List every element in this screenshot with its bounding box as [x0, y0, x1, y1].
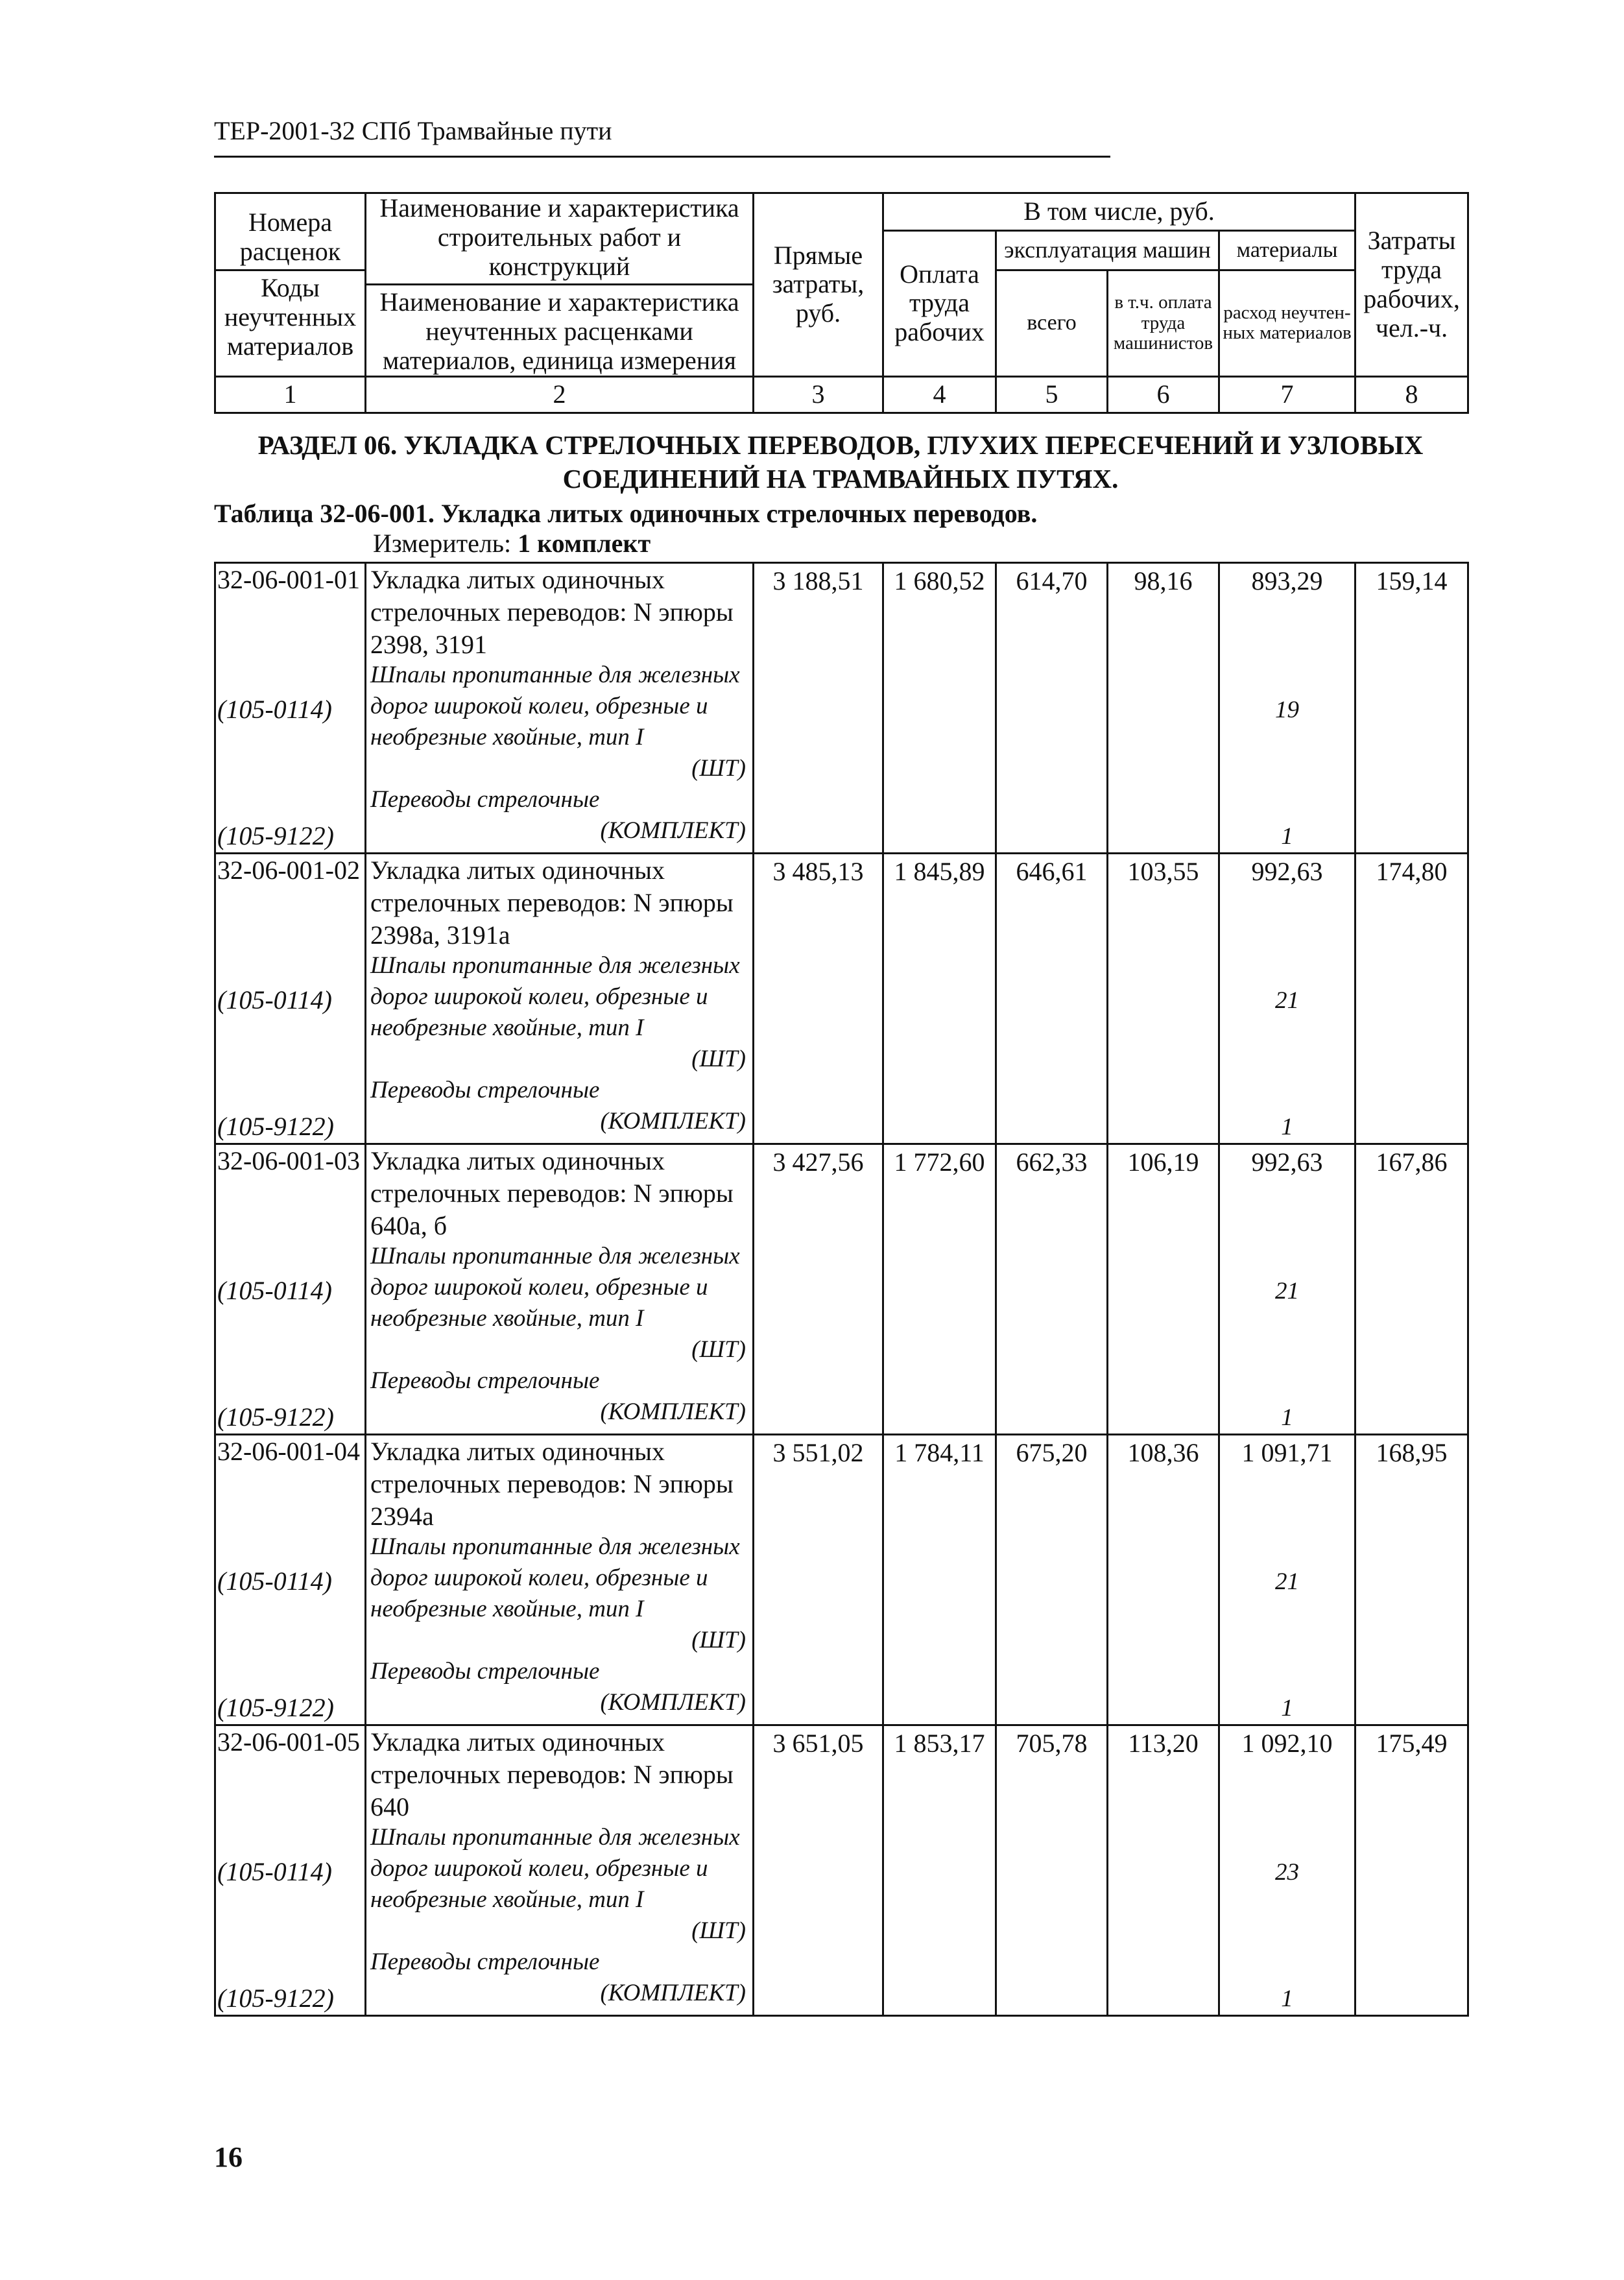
resource-quantity: 1	[1281, 1404, 1293, 1431]
resource-code: (105-0114)	[217, 985, 332, 1014]
resource-code: (105-0114)	[217, 1857, 332, 1886]
resource-name: Переводы стрелочные	[370, 786, 600, 813]
row-codes	[215, 563, 366, 854]
material-cost: 992,63	[1251, 857, 1323, 886]
machine-labor-cost: 108,36	[1108, 1435, 1219, 1725]
header-number-3: 3	[754, 376, 883, 413]
column-header-table	[214, 192, 1469, 414]
meter-value: 1 комплект	[518, 529, 651, 558]
resource-unit: (КОМПЛЕКТ)	[600, 817, 746, 844]
resource-code: (105-0114)	[217, 1566, 332, 1596]
header-col1-bottom: Коды неучтенных материалов	[216, 269, 364, 361]
resource-unit: (КОМПЛЕКТ)	[600, 1689, 746, 1716]
header-machines: эксплуатация машин	[996, 231, 1219, 270]
header-col1-top: Номера расценок	[239, 208, 341, 267]
row-names	[366, 1144, 754, 1435]
meter-label: Измеритель:	[373, 529, 518, 558]
header-number-1: 1	[215, 376, 366, 413]
resource-quantity: 21	[1275, 1278, 1299, 1304]
resource-code: (105-9122)	[217, 1693, 334, 1722]
row-names	[366, 854, 754, 1144]
materials-cell	[1219, 1725, 1355, 2016]
header-group: В том числе, руб.	[883, 193, 1355, 231]
header-col6: в т.ч. оплата труда машинистов	[1108, 270, 1219, 376]
material-cost: 1 092,10	[1241, 1729, 1333, 1758]
resource-name: Шпалы пропитанные для железных дорог широкой колеи, обрезные и необрезные хвойные, тип I	[370, 1243, 740, 1332]
table-row	[215, 854, 1468, 1144]
labor-cost: 1 772,60	[883, 1144, 996, 1435]
rates-table	[214, 562, 1469, 2017]
row-names	[366, 563, 754, 854]
machine-labor-cost: 106,19	[1108, 1144, 1219, 1435]
resource-name: Переводы стрелочные	[370, 1367, 600, 1394]
table-row	[215, 1144, 1468, 1435]
header-col2	[366, 193, 754, 377]
running-head: ТЕР-2001-32 СПб Трамвайные пути	[214, 116, 612, 145]
resource-name: Шпалы пропитанные для железных дорог широкой колеи, обрезные и необрезные хвойные, тип I	[370, 1824, 740, 1913]
rate-code: 32-06-001-01	[217, 565, 360, 594]
material-cost: 992,63	[1251, 1147, 1323, 1177]
labor-hours: 175,49	[1355, 1725, 1468, 2016]
header-col1	[215, 193, 366, 377]
row-codes	[215, 854, 366, 1144]
header-materials: материалы	[1219, 231, 1355, 270]
labor-cost: 1 853,17	[883, 1725, 996, 2016]
machine-cost: 705,78	[996, 1725, 1108, 2016]
header-col2-bottom: Наименование и характеристика неучтенных расценками материалов, единица измерения	[366, 283, 752, 375]
table-row	[215, 1435, 1468, 1725]
labor-hours: 174,80	[1355, 854, 1468, 1144]
labor-hours: 159,14	[1355, 563, 1468, 854]
row-names	[366, 1435, 754, 1725]
resource-unit: (ШТ)	[691, 755, 746, 782]
header-col3: Прямые затраты, руб.	[754, 193, 883, 377]
resource-quantity: 23	[1275, 1859, 1299, 1886]
machine-cost: 662,33	[996, 1144, 1108, 1435]
resource-unit: (ШТ)	[691, 1336, 746, 1363]
resource-unit: (ШТ)	[691, 1046, 746, 1072]
rate-name: Укладка литых одиночных стрелочных переводов: N эпюры 640а, б	[370, 1146, 734, 1240]
rate-name: Укладка литых одиночных стрелочных переводов: N эпюры 2398а, 3191а	[370, 856, 734, 950]
resource-quantity: 1	[1281, 823, 1293, 850]
rate-name: Укладка литых одиночных стрелочных переводов: N эпюры 2398, 3191	[370, 565, 734, 659]
resource-code: (105-9122)	[217, 1984, 334, 2013]
section-title-line1: РАЗДЕЛ 06. УКЛАДКА СТРЕЛОЧНЫХ ПЕРЕВОДОВ, ГЛУХИХ ПЕРЕСЕЧЕНИЙ И УЗЛОВЫХ	[257, 430, 1424, 460]
resource-name: Шпалы пропитанные для железных дорог широкой колеи, обрезные и необрезные хвойные, тип I	[370, 952, 740, 1041]
machine-labor-cost: 98,16	[1108, 563, 1219, 854]
header-col7: расход неучтен-ных материалов	[1219, 270, 1355, 376]
header-number-7: 7	[1219, 376, 1355, 413]
resource-unit: (ШТ)	[691, 1917, 746, 1944]
materials-cell	[1219, 1435, 1355, 1725]
labor-cost: 1 680,52	[883, 563, 996, 854]
page-number: 16	[214, 2141, 243, 2173]
resource-quantity: 21	[1275, 987, 1299, 1014]
resource-quantity: 1	[1281, 1114, 1293, 1140]
materials-cell	[1219, 563, 1355, 854]
table-row	[215, 1725, 1468, 2016]
resource-name: Переводы стрелочные	[370, 1949, 600, 1975]
rate-name: Укладка литых одиночных стрелочных переводов: N эпюры 640	[370, 1727, 734, 1821]
resource-quantity: 19	[1275, 697, 1299, 723]
resource-code: (105-0114)	[217, 695, 332, 724]
section-title	[214, 428, 1467, 496]
materials-cell	[1219, 1144, 1355, 1435]
meter	[373, 528, 651, 558]
material-cost: 1 091,71	[1241, 1438, 1333, 1467]
resource-quantity: 21	[1275, 1568, 1299, 1595]
table-title: Таблица 32-06-001. Укладка литых одиночных стрелочных переводов.	[214, 499, 1038, 528]
resource-code: (105-9122)	[217, 1112, 334, 1141]
resource-name: Переводы стрелочные	[370, 1077, 600, 1103]
resource-unit: (КОМПЛЕКТ)	[600, 1980, 746, 2006]
header-col2-top: Наименование и характеристика строительных работ и конструкций	[379, 193, 739, 281]
header-number-4: 4	[883, 376, 996, 413]
direct-cost: 3 427,56	[754, 1144, 883, 1435]
section-title-line2: СОЕДИНЕНИЙ НА ТРАМВАЙНЫХ ПУТЯХ.	[562, 464, 1119, 494]
material-cost: 893,29	[1251, 566, 1323, 595]
labor-hours: 168,95	[1355, 1435, 1468, 1725]
rates-table-body	[215, 563, 1468, 2016]
direct-cost: 3 188,51	[754, 563, 883, 854]
header-number-8: 8	[1355, 376, 1468, 413]
header-col4: Оплата труда рабочих	[883, 231, 996, 377]
machine-cost: 646,61	[996, 854, 1108, 1144]
resource-quantity: 1	[1281, 1986, 1293, 2012]
machine-cost: 675,20	[996, 1435, 1108, 1725]
direct-cost: 3 551,02	[754, 1435, 883, 1725]
row-names	[366, 1725, 754, 2016]
header-number-5: 5	[996, 376, 1108, 413]
machine-labor-cost: 103,55	[1108, 854, 1219, 1144]
rate-code: 32-06-001-05	[217, 1727, 360, 1757]
rate-name: Укладка литых одиночных стрелочных переводов: N эпюры 2394а	[370, 1437, 734, 1531]
resource-quantity: 1	[1281, 1695, 1293, 1722]
rate-code: 32-06-001-04	[217, 1437, 360, 1466]
direct-cost: 3 651,05	[754, 1725, 883, 2016]
resource-unit: (КОМПЛЕКТ)	[600, 1398, 746, 1425]
resource-code: (105-0114)	[217, 1276, 332, 1305]
labor-cost: 1 845,89	[883, 854, 996, 1144]
rate-code: 32-06-001-02	[217, 856, 360, 885]
machine-cost: 614,70	[996, 563, 1108, 854]
header-col5: всего	[996, 270, 1108, 376]
labor-cost: 1 784,11	[883, 1435, 996, 1725]
resource-code: (105-9122)	[217, 1402, 334, 1432]
header-col8: Затраты труда рабочих, чел.-ч.	[1355, 193, 1468, 377]
resource-code: (105-9122)	[217, 821, 334, 850]
table-row	[215, 563, 1468, 854]
machine-labor-cost: 113,20	[1108, 1725, 1219, 2016]
labor-hours: 167,86	[1355, 1144, 1468, 1435]
header-number-6: 6	[1108, 376, 1219, 413]
row-codes	[215, 1435, 366, 1725]
resource-name: Переводы стрелочные	[370, 1658, 600, 1685]
row-codes	[215, 1725, 366, 2016]
rate-code: 32-06-001-03	[217, 1146, 360, 1175]
materials-cell	[1219, 854, 1355, 1144]
row-codes	[215, 1144, 366, 1435]
resource-name: Шпалы пропитанные для железных дорог широкой колеи, обрезные и необрезные хвойные, тип I	[370, 1533, 740, 1622]
resource-unit: (КОМПЛЕКТ)	[600, 1108, 746, 1134]
header-number-2: 2	[366, 376, 754, 413]
direct-cost: 3 485,13	[754, 854, 883, 1144]
header-rule	[214, 156, 1110, 158]
resource-name: Шпалы пропитанные для железных дорог широкой колеи, обрезные и необрезные хвойные, тип I	[370, 662, 740, 750]
resource-unit: (ШТ)	[691, 1627, 746, 1653]
